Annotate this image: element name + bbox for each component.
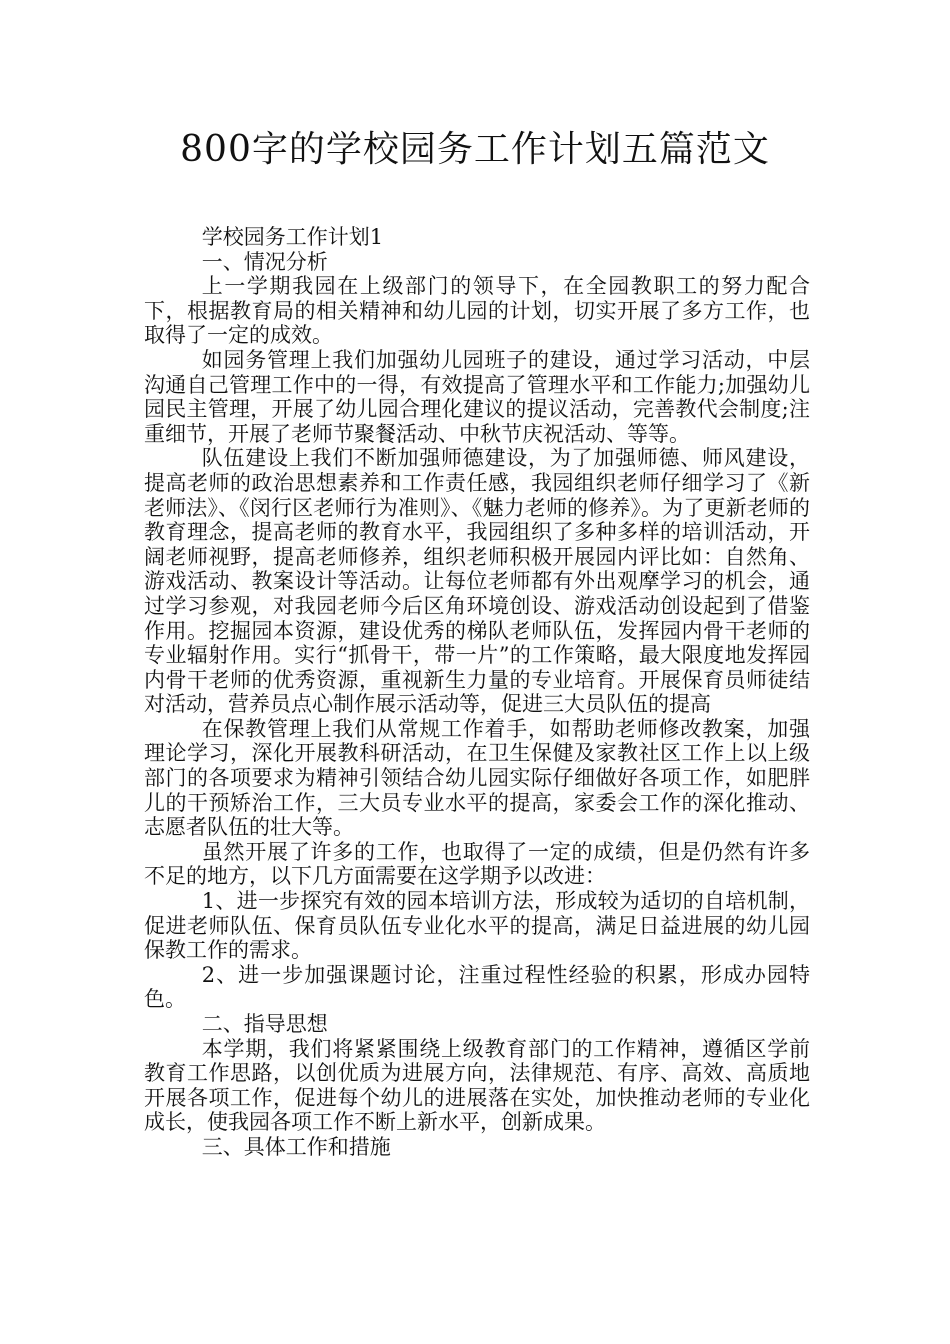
- paragraph: 本学期，我们将紧紧围绕上级教育部门的工作精神，遵循区学前教育工作思路，以创优质为进展方向，法律规范、有序、高效、高质地开展各项工作，促进每个幼儿的进展落在实处，加快推动老师的专业化成长，使我园各项工作不断上新水平，创新成果。: [144, 1036, 810, 1135]
- paragraph: 如园务管理上我们加强幼儿园班子的建设，通过学习活动，中层沟通自己管理工作中的一得，有效提高了管理水平和工作能力;加强幼儿园民主管理，开展了幼儿园合理化建议的提议活动，完善教代会制度;注重细节，开展了老师节聚餐活动、中秋节庆祝活动、等等。: [144, 347, 810, 446]
- paragraph: 上一学期我园在上级部门的领导下，在全园教职工的努力配合下，根据教育局的相关精神和幼儿园的计划，切实开展了多方工作，也取得了一定的成效。: [144, 274, 810, 348]
- heading-situation-analysis: 一、情况分析: [201, 249, 328, 274]
- heading-specific-work-measures: 三、具体工作和措施: [201, 1134, 391, 1159]
- paragraph: 虽然开展了许多的工作，也取得了一定的成绩，但是仍然有许多不足的地方，以下几方面需要在这学期予以改进：: [144, 839, 810, 889]
- list-item: 1、进一步探究有效的园本培训方法，形成较为适切的自培机制，促进老师队伍、保育员队伍专业化水平的提高，满足日益进展的幼儿园保教工作的需求。: [144, 889, 810, 963]
- paragraph: 在保教管理上我们从常规工作着手，如帮助老师修改教案，加强理论学习，深化开展教科研活动，在卫生保健及家教社区工作上以上级部门的各项要求为精神引领结合幼儿园实际仔细做好各项工作，如肥胖儿的干预矫治工作，三大员专业水平的提高，家委会工作的深化推动、志愿者队伍的壮大等。: [144, 716, 810, 840]
- section-heading-plan-1: 学校园务工作计划1: [201, 225, 384, 249]
- paragraph: 队伍建设上我们不断加强师德建设，为了加强师德、师风建设，提高老师的政治思想素养和工作责任感，我园组织老师仔细学习了《新老师法》、《闵行区老师行为准则》、《魅力老师的修养》。为了更新老师的教育理念，提高老师的教育水平，我园组织了多种多样的培训活动，开阔老师视野，提高老师修养，组织老师积极开展园内评比如：自然角、游戏活动、教案设计等活动。让每位老师都有外出观摩学习的机会，通过学习参观，对我园老师今后区角环境创设、游戏活动创设起到了借鉴作用。挖掘园本资源，建设优秀的梯队老师队伍，发挥园内骨干老师的专业辐射作用。实行“抓骨干，带一片”的工作策略，最大限度地发挥园内骨干老师的优秀资源，重视新生力量的专业培育。开展保育员师徒结对活动，营养员点心制作展示活动等，促进三大员队伍的提高: [144, 446, 810, 717]
- document-body: [144, 225, 810, 1160]
- heading-guiding-ideology: 二、指导思想: [201, 1012, 328, 1036]
- list-item: 2、进一步加强课题讨论，注重过程性经验的积累，形成办园特色。: [144, 962, 810, 1012]
- document-title: 800字的学校园务工作计划五篇范文: [180, 129, 770, 170]
